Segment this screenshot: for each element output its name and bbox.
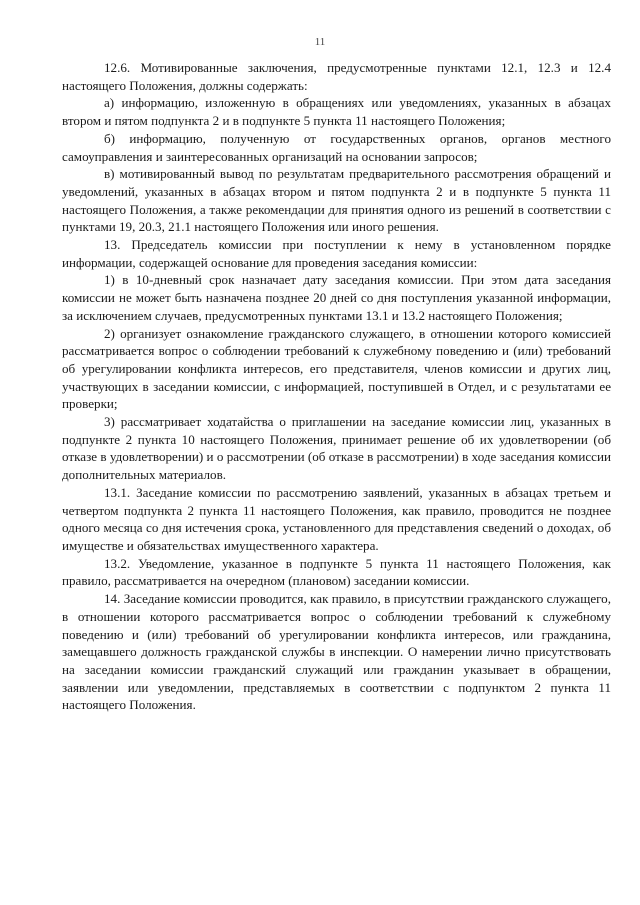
- paragraph-13-1: 13.1. Заседание комиссии по рассмотрению заявлений, указанных в абзацах третьем и четвертом подпункта 2 пункта 11 настоящего Положения, как правило, проводится не позднее одного месяца со дня истечения срока, установленного для представления сведений о доходах, об имуществе и обязательствах имущественного характера.: [62, 484, 611, 553]
- paragraph-13-3-item: 3) рассматривает ходатайства о приглашении на заседание комиссии лиц, указанных в подпункте 2 пункта 10 настоящего Положения, принимает решение об их удовлетворении (об отказе в удовлетворении) и о рассмотрении (об отказе в рассмотрении) в ходе заседания комиссии дополнительных материалов.: [62, 414, 611, 483]
- document-body: [62, 59, 611, 714]
- paragraph-13-2-item: 2) организует ознакомление гражданского служащего, в отношении которого комиссией рассматривается вопрос о соблюдении требований к служебному поведению и (или) требований об урегулировании конфликта интересов, его представителя, членов комиссии и других лиц, участвующих в заседании комиссии, с информацией, поступившей в Отдел, и с результатами ее проверки;: [62, 325, 611, 412]
- paragraph-12-6-v: в) мотивированный вывод по результатам предварительного рассмотрения обращений и уведомлений, указанных в абзацах втором и пятом подпункта 2 и в подпункте 5 пункта 11 настоящего Положения, а также рекомендации для принятия одного из решений в соответствии с пунктами 19, 20.3, 21.1 настоящего Положения или иного решения.: [62, 166, 611, 235]
- paragraph-14: 14. Заседание комиссии проводится, как правило, в присутствии гражданского служащего, в отношении которого рассматривается вопрос о соблюдении требований к служебному поведению и (или) требований об урегулировании конфликта интересов, или гражданина, замещавшего должность гражданской службы в инспекции. О намерении лично присутствовать на заседании комиссии гражданский служащий или гражданин указывает в обращении, заявлении или уведомлении, представляемых в соответствии с подпунктом 2 пункта 11 настоящего Положения.: [62, 591, 611, 713]
- paragraph-13: 13. Председатель комиссии при поступлении к нему в установленном порядке информации, содержащей основание для проведения заседания комиссии:: [62, 237, 611, 270]
- paragraph-12-6-a: а) информацию, изложенную в обращениях или уведомлениях, указанных в абзацах втором и пятом подпункта 2 и в подпункте 5 пункта 11 настоящего Положения;: [62, 95, 611, 129]
- paragraph-12-6: 12.6. Мотивированные заключения, предусмотренные пунктами 12.1, 12.3 и 12.4 настоящего Положения, должны содержать:: [62, 60, 611, 93]
- paragraph-13-2: 13.2. Уведомление, указанное в подпункте 5 пункта 11 настоящего Положения, как правило, рассматривается на очередном (плановом) заседании комиссии.: [62, 555, 611, 589]
- paragraph-13-1-item: 1) в 10-дневный срок назначает дату заседания комиссии. При этом дата заседания комиссии не может быть назначена позднее 20 дней со дня поступления указанной информации, за исключением случаев, предусмотренных пунктами 13.1 и 13.2 настоящего Положения;: [62, 272, 611, 323]
- paragraph-12-6-b: б) информацию, полученную от государственных органов, органов местного самоуправления и заинтересованных организаций на основании запросов;: [62, 130, 611, 164]
- page-number: 11: [314, 36, 326, 48]
